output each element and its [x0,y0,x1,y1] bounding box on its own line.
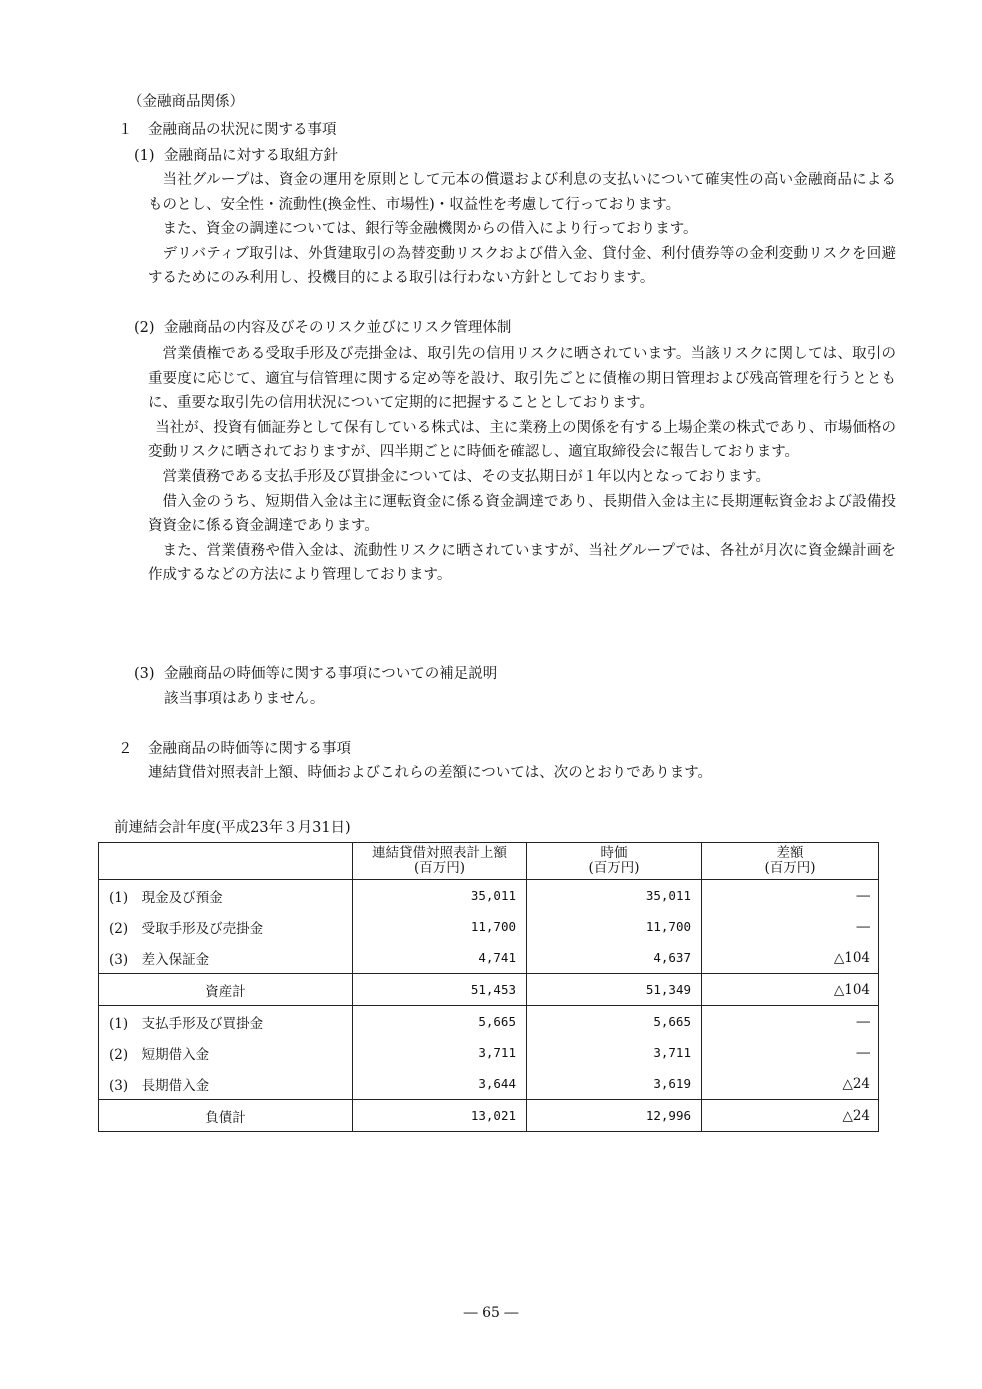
paragraph: また、資金の調達については、銀行等金融機関からの借入により行っております。 [162,221,698,238]
header-fair-value: 時価 (百万円) [527,843,702,880]
table-header-row [99,843,879,880]
section-2-number: ２ [118,741,133,757]
table-caption: 前連結会計年度(平成23年３月31日) [114,820,351,836]
header-book-value: 連結貸借対照表計上額 (百万円) [353,843,527,880]
row-label: (3) 差入保証金 [99,942,353,974]
subsection-1-3-title: 金融商品の時価等に関する事項についての補足説明 [164,666,498,682]
difference: ― [702,911,879,942]
difference: ― [702,1006,879,1038]
section-1-heading [118,120,337,140]
row-label: (1) 支払手形及び買掛金 [99,1006,353,1038]
section-2-heading [118,739,351,759]
row-label: 負債計 [99,1100,353,1132]
fair-value: 51,349 [527,974,702,1006]
fair-value: 12,996 [527,1100,702,1132]
header-label-col [99,843,353,880]
subsection-1-3-number: (3) [134,666,155,682]
fair-value-table [98,842,879,1132]
paragraph: 営業債権である受取手形及び売掛金は、取引先の信用リスクに晒されています。当該リスクに関しては、取引の重要度に応じて、適宜与信管理に関する定め等を設け、取引先ごとに債権の期日管理および残高管理を行うとともに、重要な取引先の信用状況について定期的に把握することとしております。 [148,346,896,412]
difference: △104 [702,942,879,974]
difference: △24 [702,1068,879,1100]
subsection-1-2-number: (2) [134,320,155,336]
subsection-1-2-heading [134,318,511,338]
fair-value: 4,637 [527,942,702,974]
table-row [99,911,879,942]
fair-value: 3,711 [527,1037,702,1068]
section-2-title: 金融商品の時価等に関する事項 [148,741,351,757]
book-value: 3,644 [353,1068,527,1100]
difference: ― [702,880,879,912]
table-row [99,942,879,974]
table-row [99,1037,879,1068]
book-value: 4,741 [353,942,527,974]
paragraph: 当社グループは、資金の運用を原則として元本の償還および利息の支払いについて確実性の高い金融商品によるものとし、安全性・流動性(換金性、市場性)・収益性を考慮して行っております。 [148,172,896,213]
fair-value: 35,011 [527,880,702,912]
table-row [99,880,879,912]
paragraph: 営業債務である支払手形及び買掛金については、その支払期日が１年以内となっております。 [162,468,771,485]
table-row [99,1068,879,1100]
liabilities-total-row [99,1100,879,1132]
book-value: 51,453 [353,974,527,1006]
subsection-1-3-body: 該当事項はありません。 [164,691,325,707]
header-difference: 差額 (百万円) [702,843,879,880]
subsection-1-1-number: (1) [134,148,155,164]
book-value: 11,700 [353,911,527,942]
paragraph: 当社が、投資有価証券として保有している株式は、主に業務上の関係を有する上場企業の株式であり、市場価格の変動リスクに晒されておりますが、四半期ごとに時価を確認し、適宜取締役会に報告しております。 [148,419,896,461]
subsection-1-1-title: 金融商品に対する取組方針 [164,148,338,164]
difference: △24 [702,1100,879,1132]
section-2-body: 連結貸借対照表計上額、時価およびこれらの差額については、次のとおりであります。 [148,765,713,781]
subsection-1-2-title: 金融商品の内容及びそのリスク並びにリスク管理体制 [164,320,512,336]
fair-value: 5,665 [527,1006,702,1038]
page-number: ― 65 ― [463,1305,519,1321]
section-1-number: １ [118,122,133,138]
paragraph: 借入金のうち、短期借入金は主に運転資金に係る資金調達であり、長期借入金は主に長期運転資金および設備投資資金に係る資金調達であります。 [148,493,896,535]
row-label: (3) 長期借入金 [99,1068,353,1100]
book-value: 3,711 [353,1037,527,1068]
row-label: (2) 短期借入金 [99,1037,353,1068]
fair-value: 11,700 [527,911,702,942]
paragraph: また、営業債務や借入金は、流動性リスクに晒されていますが、当社グループでは、各社が月次に資金繰計画を作成するなどの方法により管理しております。 [148,542,896,584]
subsection-1-2-body [148,342,896,588]
table-row [99,1006,879,1038]
paragraph: デリバティブ取引は、外貨建取引の為替変動リスクおよび借入金、貸付金、利付債券等の金利変動リスクを回避するためにのみ利用し、投機目的による取引は行わない方針としております。 [148,245,896,287]
book-value: 35,011 [353,880,527,912]
subsection-1-1-body [148,168,896,291]
subsection-1-1-heading [134,146,338,166]
subsection-1-3-heading [134,664,497,684]
book-value: 13,021 [353,1100,527,1132]
row-label: 資産計 [99,974,353,1006]
book-value: 5,665 [353,1006,527,1038]
section-1-title: 金融商品の状況に関する事項 [148,122,337,138]
fair-value: 3,619 [527,1068,702,1100]
row-label: (2) 受取手形及び売掛金 [99,911,353,942]
assets-total-row [99,974,879,1006]
difference: △104 [702,974,879,1006]
difference: ― [702,1037,879,1068]
section-title: （金融商品関係） [128,94,244,110]
row-label: (1) 現金及び預金 [99,880,353,912]
